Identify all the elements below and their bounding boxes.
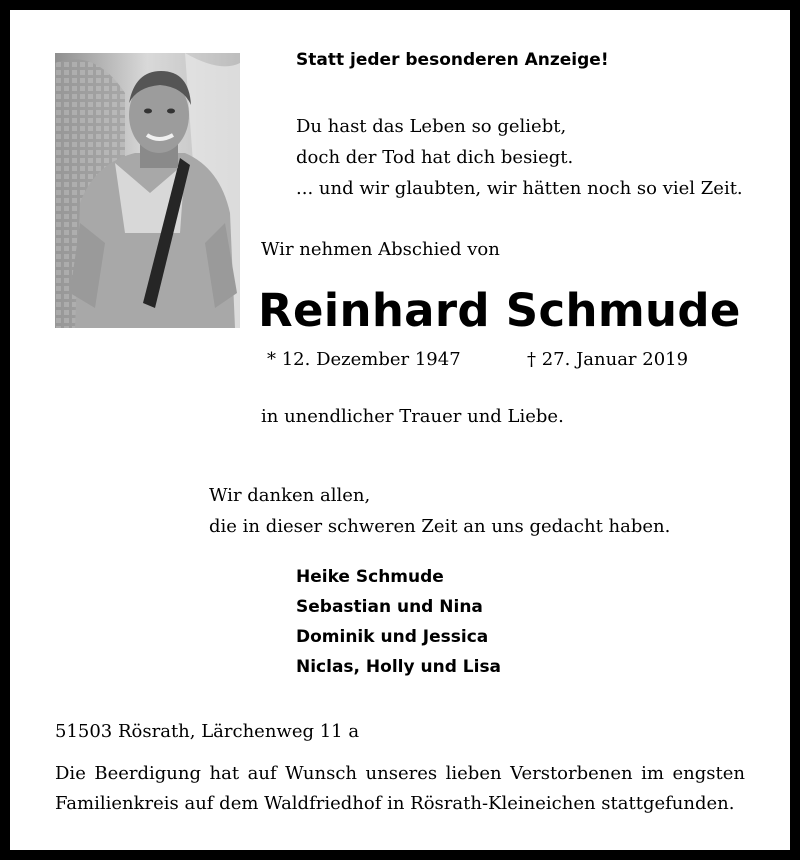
verse <box>296 111 743 204</box>
portrait-photo <box>55 53 240 328</box>
farewell-intro: Wir nehmen Abschied von <box>261 239 500 260</box>
family-member: Heike Schmude <box>296 567 444 587</box>
family-member: Niclas, Holly und Lisa <box>296 657 502 677</box>
birth-date: * 12. Dezember 1947 <box>267 349 461 370</box>
family-member: Sebastian und Nina <box>296 597 483 617</box>
funeral-line: Familienkreis auf dem Waldfriedhof in Rösrath-Kleineichen stattgefunden. <box>55 793 735 814</box>
deceased-name: Reinhard Schmude <box>258 284 741 337</box>
verse-line: doch der Tod hat dich besiegt. <box>296 147 574 168</box>
death-date: † 27. Januar 2019 <box>527 349 689 370</box>
thanks-line: die in dieser schweren Zeit an uns gedacht haben. <box>209 516 671 537</box>
thanks-line: Wir danken allen, <box>209 485 371 506</box>
grief-line: in unendlicher Trauer und Liebe. <box>261 406 564 427</box>
family-list <box>296 562 501 682</box>
family-member: Dominik und Jessica <box>296 627 489 647</box>
verse-line: ... und wir glaubten, wir hätten noch so viel Zeit. <box>296 178 743 199</box>
address: 51503 Rösrath, Lärchenweg 11 a <box>55 721 360 742</box>
notice-header: Statt jeder besonderen Anzeige! <box>296 50 609 70</box>
funeral-note <box>55 759 745 819</box>
verse-line: Du hast das Leben so geliebt, <box>296 116 567 137</box>
thanks-text <box>209 480 670 542</box>
funeral-line: Die Beerdigung hat auf Wunsch unseres lieben Verstorbenen im engsten <box>55 763 745 784</box>
